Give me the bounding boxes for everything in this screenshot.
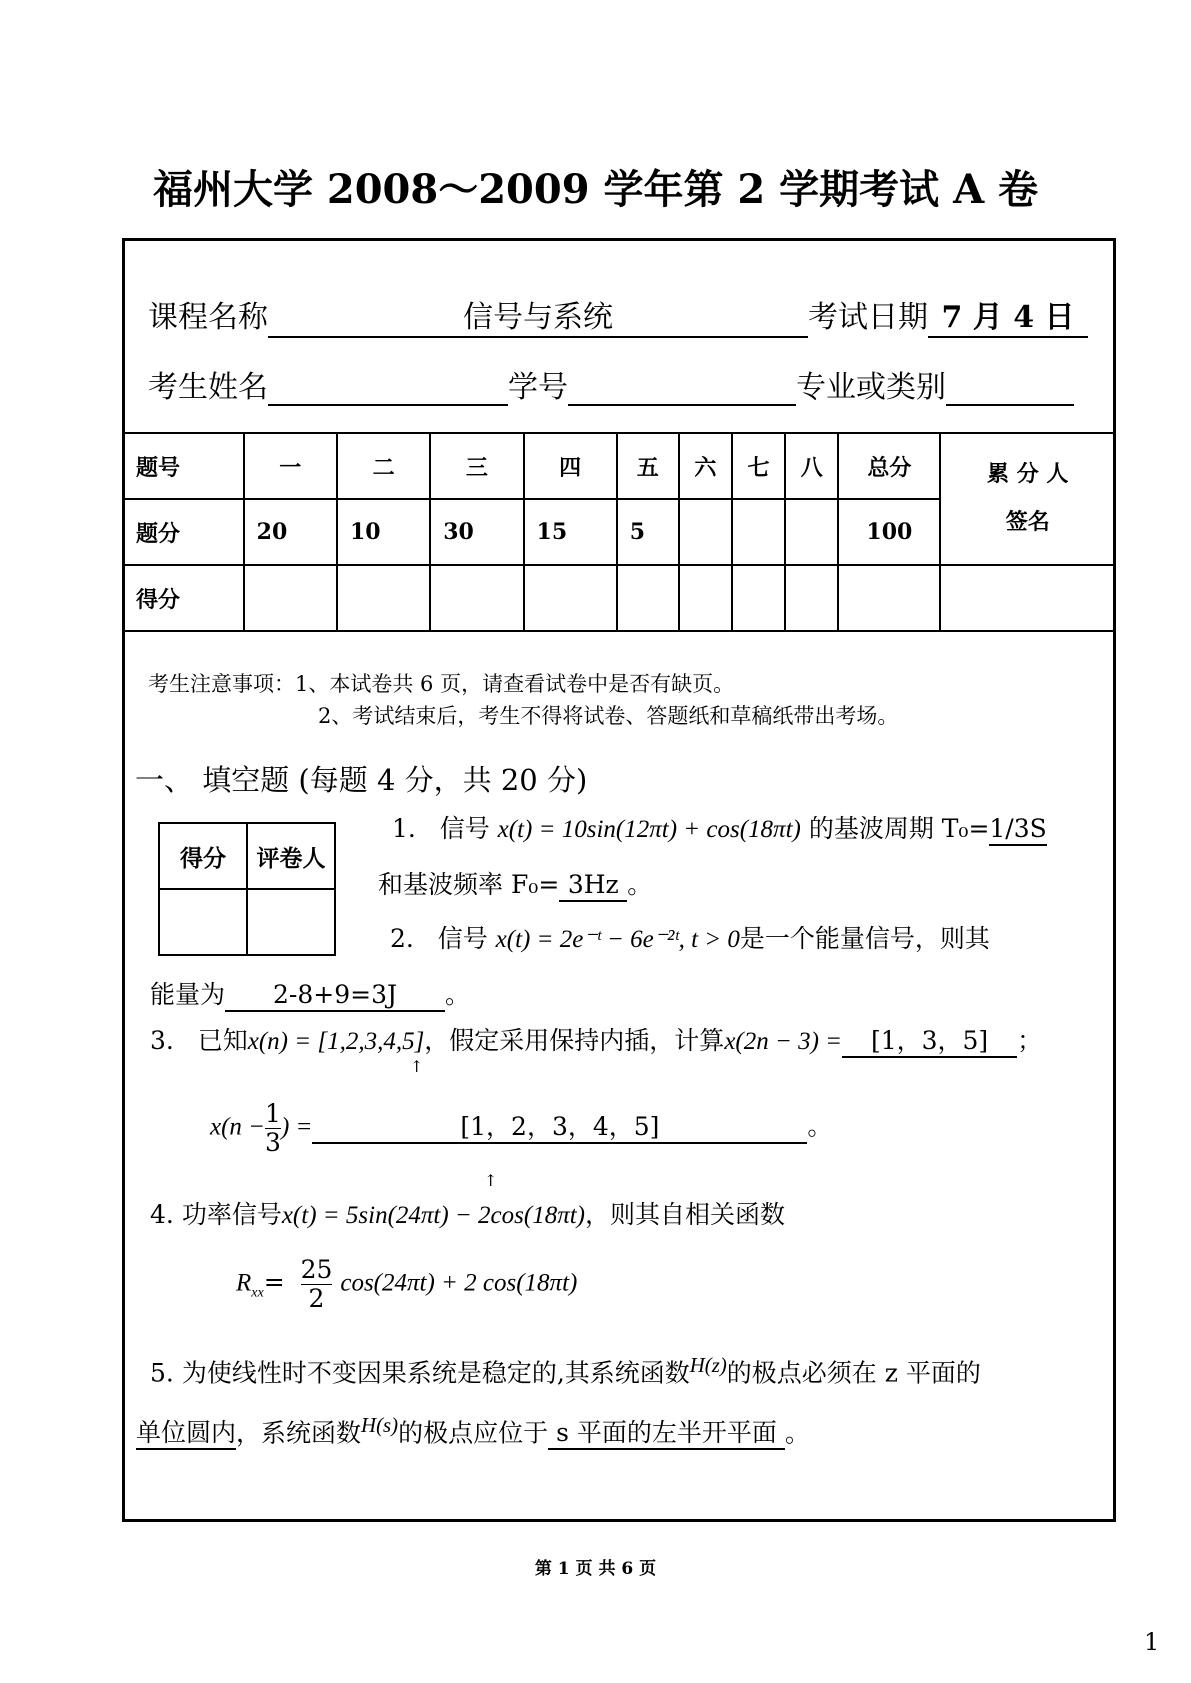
points-cell: 10: [337, 499, 430, 565]
q-expr: ) =: [280, 1113, 313, 1141]
answer: [1，3，5]: [842, 1026, 1017, 1058]
header-cell: 三: [430, 433, 523, 499]
signer-header: 累 分 人: [987, 461, 1069, 487]
question-3: [150, 1026, 1042, 1058]
q-text: 的极点必须在 z 平面的: [726, 1358, 981, 1388]
score-cell[interactable]: [940, 565, 1115, 631]
q-sub: xx: [251, 1285, 264, 1301]
major-field: [946, 370, 1074, 406]
q-num: 4.: [150, 1200, 174, 1229]
student-row: [148, 362, 1074, 406]
q-expr: H(z): [689, 1353, 727, 1377]
points-cell: 20: [244, 499, 337, 565]
page-footer: 第 1 页 共 6 页: [534, 1559, 657, 1579]
grader-name-cell[interactable]: [247, 889, 335, 955]
header-cell: 总分: [838, 433, 940, 499]
question-5: [150, 1350, 981, 1388]
grader-table: [158, 822, 336, 956]
score-table: [122, 432, 1116, 632]
answer: [1，2，3，4，5]: [312, 1112, 807, 1144]
header-cell: 六: [679, 433, 732, 499]
table-row: [123, 433, 1115, 499]
q-num: 1.: [392, 814, 416, 843]
q-end: ；: [1017, 1026, 1043, 1055]
date-value: 7 月 4 日: [928, 292, 1088, 338]
arrow-icon: ↑: [410, 1057, 424, 1076]
q-expr: x(2n − 3) =: [724, 1028, 843, 1055]
score-cell[interactable]: [524, 565, 617, 631]
header-cell: 七: [732, 433, 785, 499]
score-cell[interactable]: [679, 565, 732, 631]
points-cell: [785, 499, 838, 565]
q-end: 。: [807, 1111, 833, 1141]
q-expr: x(n) = [1,2,3,4,5]: [247, 1028, 425, 1055]
points-cell: 15: [524, 499, 617, 565]
q-expr: x(n −: [210, 1113, 266, 1141]
answer: 单位圆内: [136, 1418, 236, 1450]
course-value: 信号与系统: [268, 292, 808, 338]
header-cell: 四: [524, 433, 617, 499]
q-end: 。: [784, 1418, 810, 1448]
denominator: 3: [265, 1127, 281, 1157]
notice-line-2: 2、考试结束后，考生不得将试卷、答题纸和草稿纸带出考场。: [318, 704, 899, 728]
q-text: 为使线性时不变因果系统是稳定的,其系统函数: [181, 1358, 690, 1388]
numerator: 25: [300, 1255, 333, 1284]
q-text: 能量为: [150, 980, 226, 1009]
q-text: 已知: [197, 1026, 248, 1055]
q-num: 2.: [390, 924, 414, 953]
q-num: 3.: [150, 1026, 174, 1055]
q-expr: x(t) = 10sin(12πt) + cos(18πt): [497, 816, 801, 843]
header-cell: 五: [617, 433, 679, 499]
q-text: 的基波周期 T₀=: [808, 814, 990, 843]
q-expr: R: [236, 1269, 252, 1297]
q-expr: x(t) = 2e⁻ᵗ − 6e⁻²ᵗ, t > 0: [495, 926, 740, 953]
points-cell: [679, 499, 732, 565]
question-1: [392, 814, 1047, 846]
q-expr: x(t) = 5sin(24πt) − 2cos(18πt): [281, 1202, 586, 1229]
points-cell: 30: [430, 499, 523, 565]
score-cell[interactable]: [732, 565, 785, 631]
answer: 3Hz: [559, 870, 627, 902]
header-cell: 一: [244, 433, 337, 499]
q-expr: =: [263, 1267, 285, 1297]
course-label: 课程名称: [148, 300, 268, 335]
q-num: 5.: [150, 1358, 174, 1388]
header-cell: 二: [337, 433, 430, 499]
fraction: [301, 1256, 333, 1312]
score-cell[interactable]: [430, 565, 523, 631]
question-3-cont: [210, 1100, 832, 1156]
signer-cell: [940, 433, 1115, 565]
q-text: 信号: [439, 814, 490, 843]
name-field: [268, 370, 508, 406]
question-1-cont: [378, 870, 652, 902]
course-row: [148, 292, 1088, 338]
q-text: ，假定采用保持内插，计算: [424, 1026, 725, 1055]
id-field: [568, 370, 796, 406]
question-5-cont: [136, 1410, 810, 1450]
points-cell: 5: [617, 499, 679, 565]
q-text: 和基波频率 F₀=: [378, 870, 560, 899]
grader-name-label: 评卷人: [247, 823, 335, 889]
q-text: 功率信号: [181, 1200, 282, 1229]
header-cell: 题号: [123, 433, 244, 499]
score-cell[interactable]: [244, 565, 337, 631]
question-2: [390, 924, 990, 955]
denominator: 2: [308, 1283, 325, 1313]
page-number: 1: [1144, 1628, 1160, 1656]
numerator: 1: [265, 1099, 281, 1128]
arrow-icon: ↑: [484, 1171, 498, 1190]
question-2-cont: [150, 980, 470, 1012]
q-end: 。: [445, 980, 471, 1009]
question-4: [150, 1200, 785, 1231]
exam-title: 福州大学 2008～2009 学年第 2 学期考试 A 卷: [152, 166, 1039, 213]
major-label: 专业或类别: [796, 370, 946, 405]
name-label: 考生姓名: [148, 370, 268, 405]
fraction: [265, 1100, 281, 1156]
points-cell: 100: [838, 499, 940, 565]
q-text: ，系统函数: [236, 1418, 362, 1448]
answer: 2-8+9=3J: [225, 980, 445, 1012]
q-end: 。: [627, 870, 653, 899]
row-label: 得分: [123, 565, 244, 631]
header-cell: 八: [785, 433, 838, 499]
score-cell[interactable]: [617, 565, 679, 631]
grader-score-cell[interactable]: [159, 889, 247, 955]
answer: 1/3S: [989, 814, 1046, 846]
q-text: ，则其自相关函数: [585, 1200, 786, 1229]
q-expr: H(s): [361, 1413, 399, 1437]
row-label: 题分: [123, 499, 244, 565]
points-cell: [732, 499, 785, 565]
id-label: 学号: [508, 370, 568, 405]
grader-score-label: 得分: [159, 823, 247, 889]
score-cell[interactable]: [838, 565, 940, 631]
question-4-answer: [236, 1256, 577, 1312]
date-label: 考试日期: [808, 300, 928, 335]
table-row: [123, 565, 1115, 631]
score-cell[interactable]: [337, 565, 430, 631]
q-text: 信号: [437, 924, 488, 953]
q-text: 的极点应位于: [398, 1418, 549, 1448]
section-title: 一、 填空题 (每题 4 分，共 20 分): [135, 763, 588, 797]
q-expr: cos(24πt) + 2 cos(18πt): [340, 1269, 578, 1297]
q-text: 是一个能量信号，则其: [739, 924, 990, 953]
signer-label: 签名: [1005, 509, 1050, 535]
answer: s 平面的左半开平面: [548, 1418, 785, 1450]
notice-line-1: 考生注意事项：1、本试卷共 6 页，请查看试卷中是否有缺页。: [148, 672, 735, 696]
score-cell[interactable]: [785, 565, 838, 631]
